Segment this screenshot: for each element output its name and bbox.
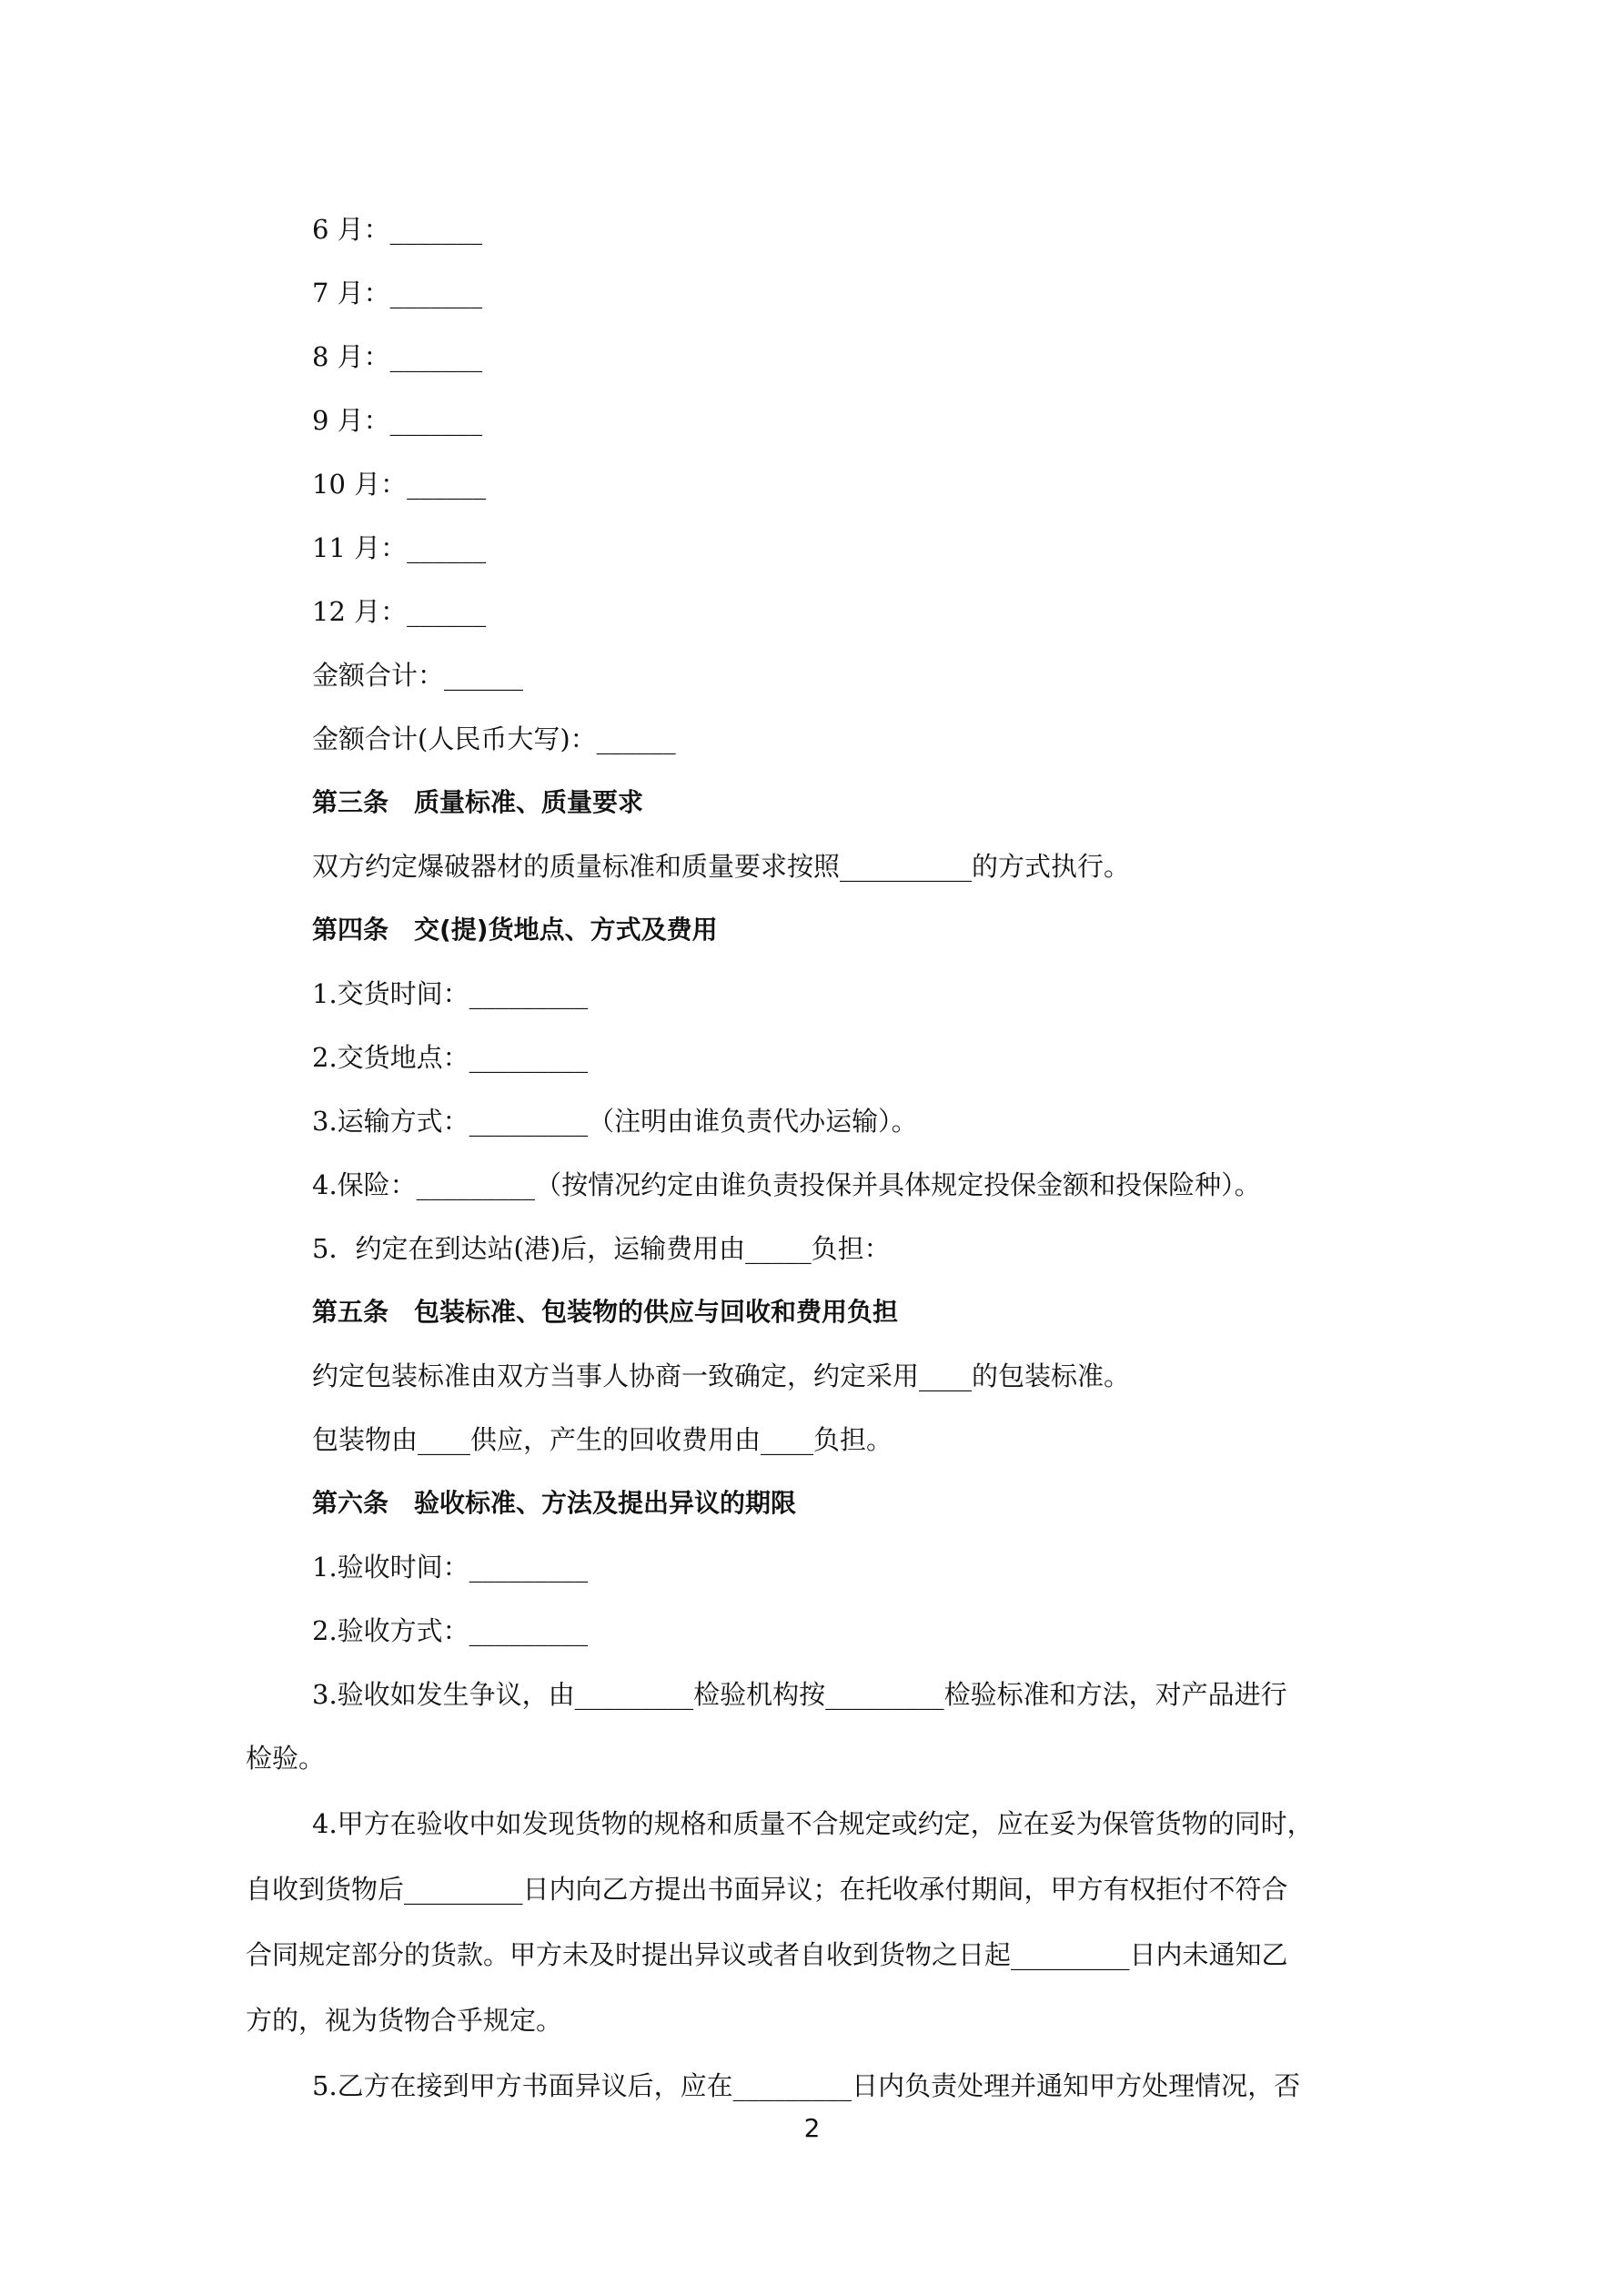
month-8-line: 8 月：_______ (312, 341, 483, 372)
month-12-line: 12 月：______ (312, 596, 487, 627)
transport-fee-line: 5．约定在到达站(港)后，运输费用由_____负担： (312, 1233, 891, 1264)
packaging-standard-line: 约定包装标准由双方当事人协商一致确定，约定采用____的包装标准。 (312, 1360, 1131, 1391)
inspection-time-line: 1.验收时间：_________ (312, 1552, 589, 1583)
article-4-heading: 第四条 交(提)货地点、方式及费用 (312, 915, 718, 945)
delivery-time-line: 1.交货时间：_________ (312, 978, 589, 1009)
inspection-dispute-line-cont: 检验。 (246, 1743, 326, 1774)
amount-total-rmb-line: 金额合计(人民币大写)：______ (312, 723, 676, 754)
objection-para-line-3: 合同规定部分的货款。甲方未及时提出异议或者自收到货物之日起_________日内未通知乙 (246, 1939, 1288, 1970)
article-3-text: 双方约定爆破器材的质量标准和质量要求按照__________的方式执行。 (312, 851, 1131, 882)
seller-response-line: 5.乙方在接到甲方书面异议后，应在_________日内负责处理并通知甲方处理情况，否 (312, 2070, 1301, 2101)
month-6-line: 6 月：_______ (312, 214, 483, 245)
inspection-dispute-line: 3.验收如发生争议，由_________检验机构按_________检验标准和方法，对产品进行 (312, 1679, 1287, 1710)
amount-total-line: 金额合计：______ (312, 660, 524, 691)
packaging-supply-line: 包装物由____供应，产生的回收费用由____负担。 (312, 1424, 893, 1455)
transport-method-line: 3.运输方式：_________（注明由谁负责代办运输）。 (312, 1106, 918, 1137)
insurance-line: 4.保险：_________（按情况约定由谁负责投保并具体规定投保金额和投保险种）。 (312, 1169, 1261, 1200)
article-6-heading: 第六条 验收标准、方法及提出异议的期限 (312, 1488, 797, 1518)
month-9-line: 9 月：_______ (312, 405, 483, 436)
article-5-heading: 第五条 包装标准、包装物的供应与回收和费用负担 (312, 1297, 899, 1327)
inspection-method-line: 2.验收方式：_________ (312, 1615, 589, 1646)
month-7-line: 7 月：_______ (312, 278, 483, 308)
page-number: 2 (803, 2113, 821, 2143)
month-11-line: 11 月：______ (312, 532, 487, 563)
article-3-heading: 第三条 质量标准、质量要求 (312, 787, 644, 817)
delivery-place-line: 2.交货地点：_________ (312, 1042, 589, 1073)
objection-para-line-1: 4.甲方在验收中如发现货物的规格和质量不合规定或约定，应在妥为保管货物的同时， (312, 1808, 1314, 1839)
month-10-line: 10 月：______ (312, 469, 487, 500)
objection-para-line-2: 自收到货物后_________日内向乙方提出书面异议；在托收承付期间，甲方有权拒付不符合 (246, 1874, 1288, 1905)
objection-para-line-4: 方的，视为货物合乎规定。 (246, 2005, 563, 2036)
